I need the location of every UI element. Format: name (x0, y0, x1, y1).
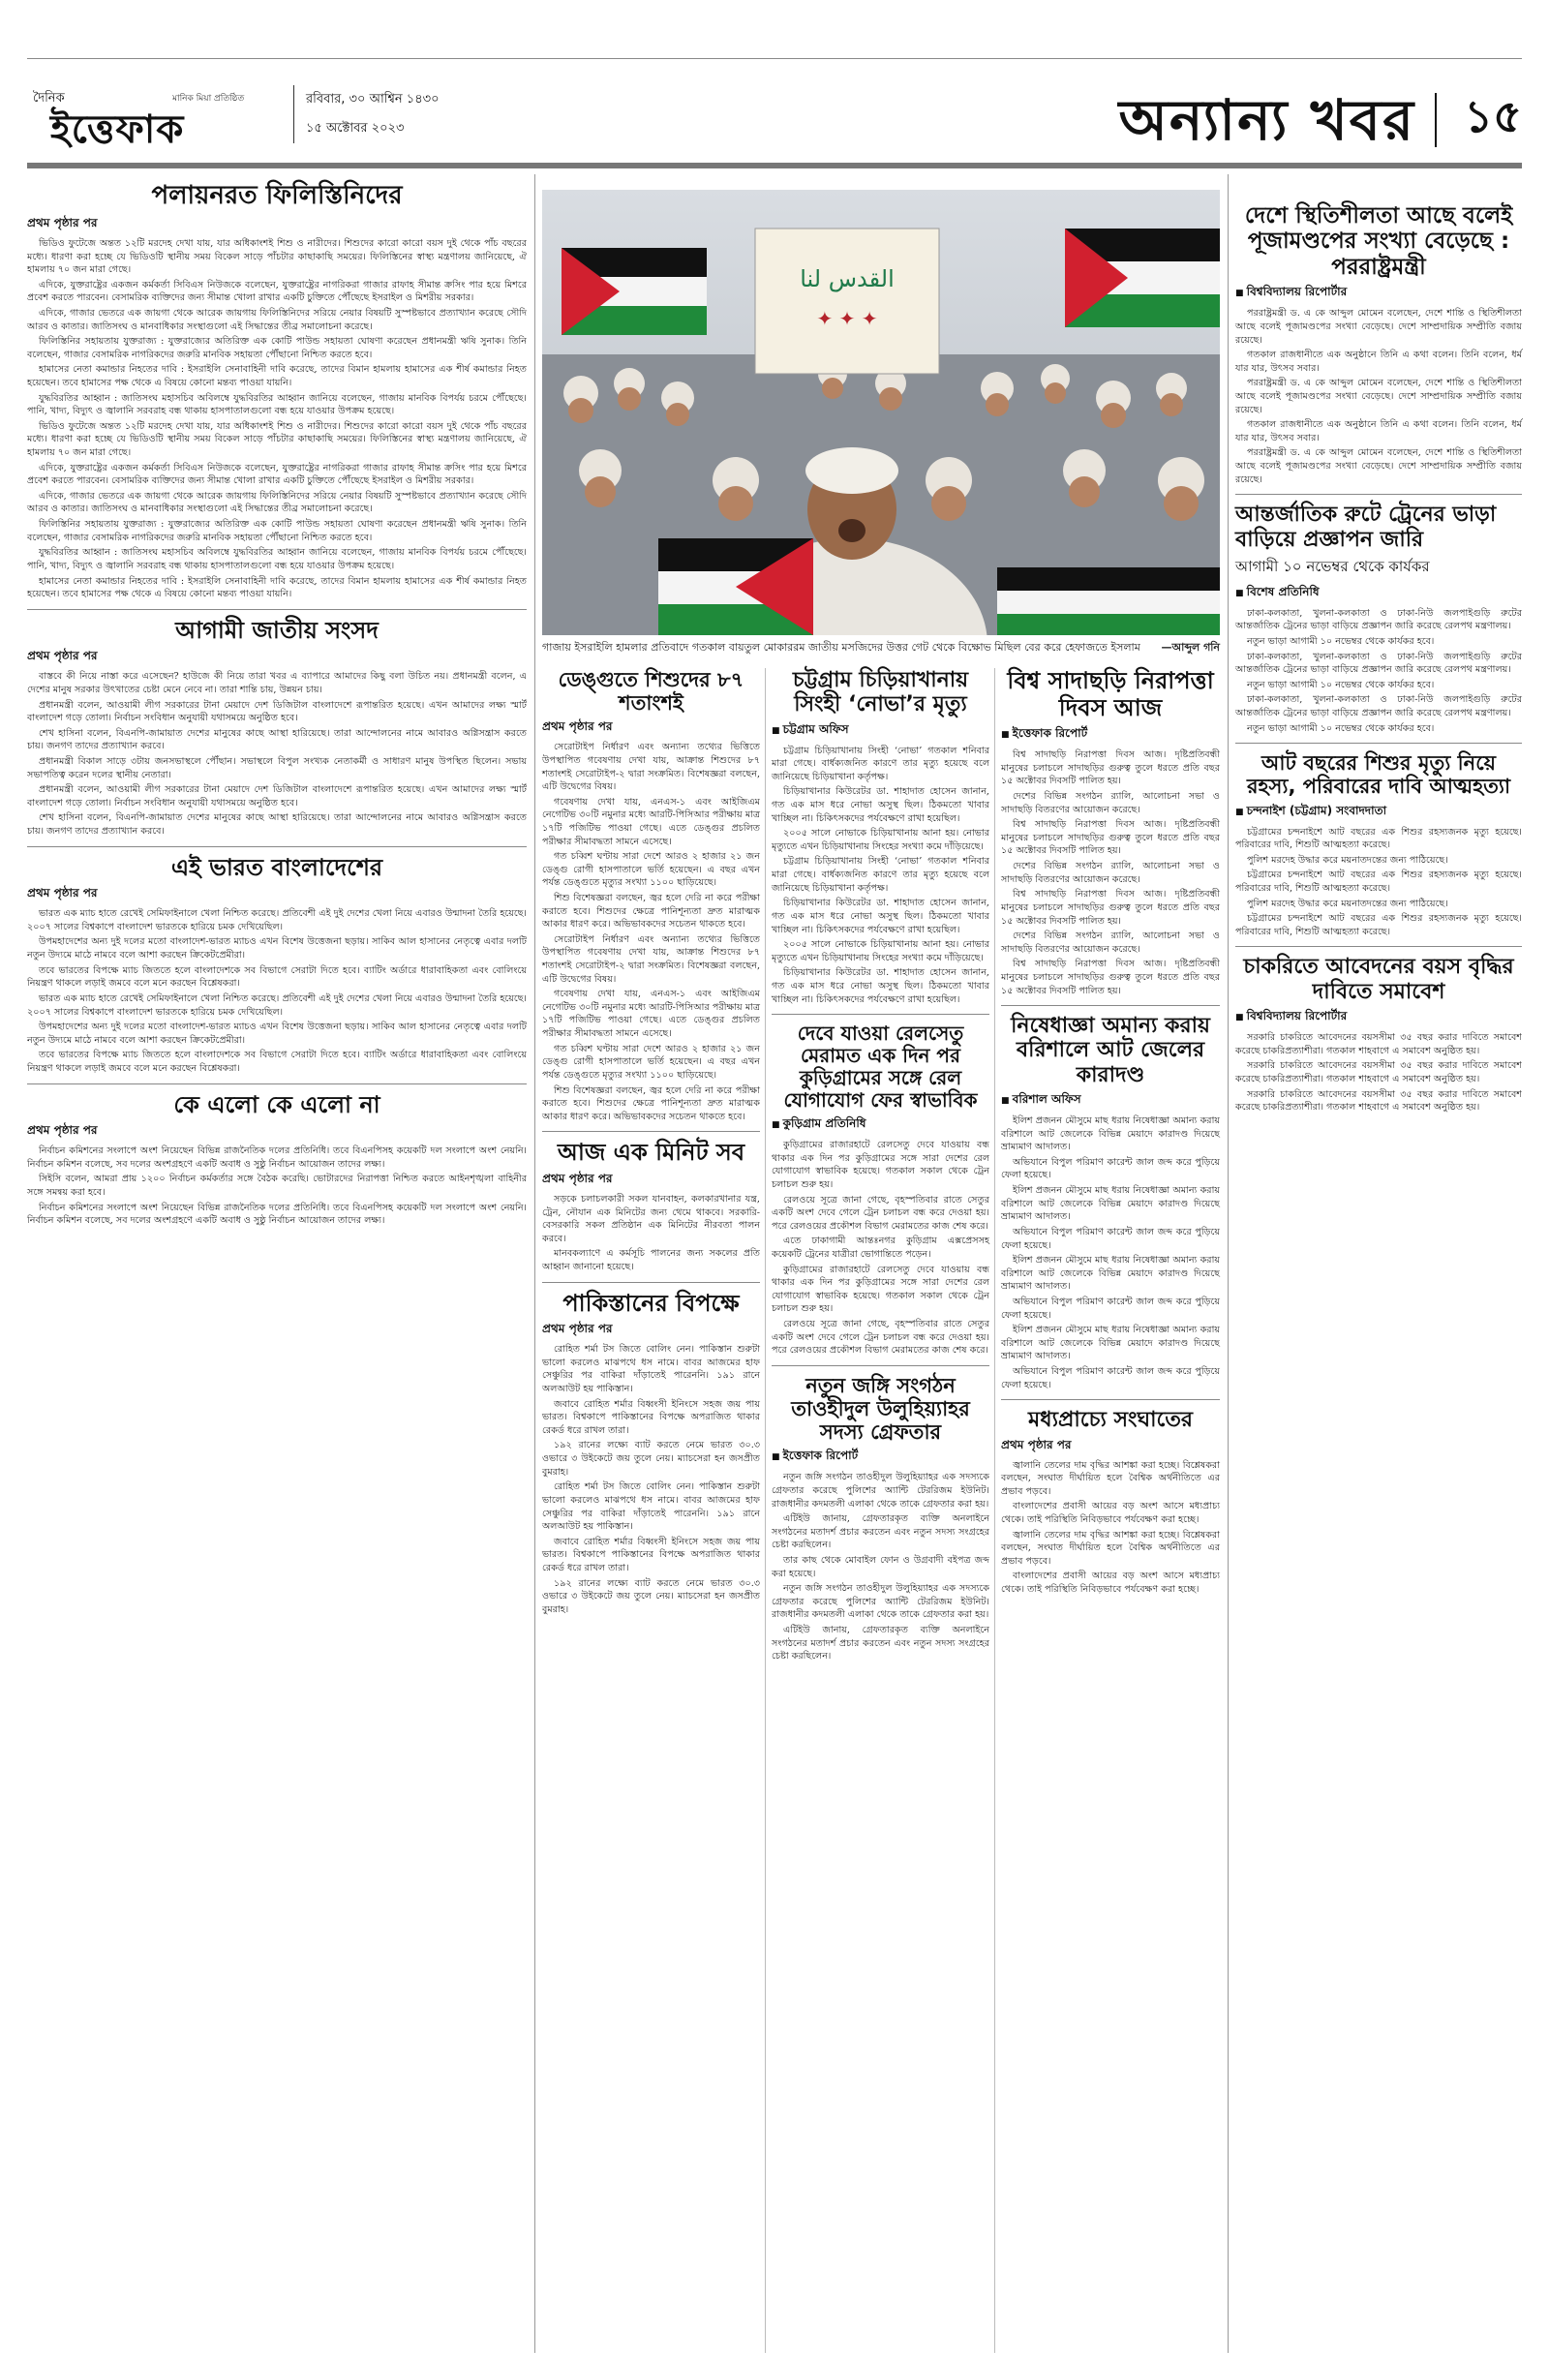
paragraph: চট্টগ্রামের চন্দনাইশে আট বছরের এক শিশুর রহস্যজনক মৃত্যু হয়েছে। পরিবারের দাবি, শিশুটি আত্মহত্যা করেছে। (1235, 913, 1522, 937)
paragraph: চিড়িয়াখানার কিউরেটর ডা. শাহাদাত হোসেন জানান, গত এক মাস ধরে নোভা অসুস্থ ছিল। ঠিকমতো খাবার খাচ্ছিল না। চিকিৎসকদের পর্যবেক্ষণে রাখা হয়েছিল। (772, 898, 989, 935)
paragraph: হামাসের নেতা কমান্ডার নিহতের দাবি : ইসরাইলি সেনাবাহিনী দাবি করেছে, তাদের বিমান হামলায় হামাসের এক শীর্ষ কমান্ডার নিহত হয়েছেন। তবে হামাসের পক্ষ থেকে এ বিষয়ে কোনো মন্তব্য পাওয়া যায়নি। (27, 575, 527, 600)
paragraph: বাংলাদেশের প্রবাসী আয়ের বড় অংশ আসে মধ্যপ্রাচ্য থেকে। তাই পরিস্থিতি নিবিড়ভাবে পর্যবেক্ষণ করা হচ্ছে। (1001, 1501, 1220, 1525)
article-body (27, 1144, 527, 1228)
paragraph: মানবকল্যাণে এ কর্মসূচি পালনের জন্য সকলের প্রতি আহ্বান জানানো হয়েছে। (542, 1248, 760, 1272)
divider (27, 1083, 527, 1084)
paragraph: হামাসের নেতা কমান্ডার নিহতের দাবি : ইসরাইলি সেনাবাহিনী দাবি করেছে, তাদের বিমান হামলায় হামাসের এক শীর্ষ কমান্ডার নিহত হয়েছেন। তবে হামাসের পক্ষ থেকে এ বিষয়ে কোনো মন্তব্য পাওয়া যায়নি। (27, 364, 527, 388)
flag-right (1065, 229, 1220, 327)
article-headline: আট বছরের শিশুর মৃত্যু নিয়ে রহস্য, পরিবারের দাবি আত্মহত্যা (1246, 751, 1511, 799)
paragraph: চট্টগ্রাম চিড়িয়াখানায় সিংহী ‘নোভা’ গতকাল শনিবার মারা গেছে। বার্ধক্যজনিত কারণে তার মৃত্যু হয়েছে বলে জানিয়েছে চিড়িয়াখানা কর্তৃপক্ষ। (772, 745, 989, 782)
paragraph: এদিকে, গাজার ভেতরে এক জায়গা থেকে আরেক জায়গায় ফিলিস্তিনিদের সরিয়ে নেয়ার বিষয়টি সুস্পষ্টভাবে প্রত্যাখ্যান করেছে সৌদি আরব ও কাতার। জাতিসংঘ ও মানবাধিকার সংস্থাগুলো এই সিদ্ধান্তের তীব্র সমালোচনা করেছে। (27, 490, 527, 515)
paragraph: ফিলিস্তিনির সহায়তায় যুক্তরাজ্য : যুক্তরাজ্যের অতিরিক্ত এক কোটি পাউন্ড সহায়তা ঘোষণা করেছেন প্রধানমন্ত্রী ঋষি সুনাক। তিনি বলেছেন, গাজার বেসামরিক নাগরিকদের জরুরি মানবিক সহায়তা পৌঁছানো নিশ্চিত করতে হবে। (27, 336, 527, 360)
protest-sign (755, 229, 939, 374)
article-child-death (1235, 751, 1522, 938)
paragraph: চট্টগ্রাম চিড়িয়াখানায় সিংহী ‘নোভা’ গতকাল শনিবার মারা গেছে। বার্ধক্যজনিত কারণে তার মৃত্যু হয়েছে বলে জানিয়েছে চিড়িয়াখানা কর্তৃপক্ষ। (772, 856, 989, 894)
paragraph: চিড়িয়াখানার কিউরেটর ডা. শাহাদাত হোসেন জানান, গত এক মাস ধরে নোভা অসুস্থ ছিল। ঠিকমতো খাবার খাচ্ছিল না। চিকিৎসকদের পর্যবেক্ষণে রাখা হয়েছিল। (772, 786, 989, 824)
photo-caption (542, 639, 1220, 657)
divider (772, 1365, 989, 1366)
paragraph: যুদ্ধবিরতির আহ্বান : জাতিসংঘ মহাসচিব অবিলম্বে যুদ্ধবিরতির আহ্বান জানিয়ে বলেছেন, গাজায় মানবিক বিপর্যয় চরমে পৌঁছেছে। পানি, খাদ্য, বিদ্যুৎ ও জ্বালানি সরবরাহ বন্ধ থাকায় হাসপাতালগুলো বন্ধ হয়ে যাওয়ার উপক্রম হয়েছে। (27, 547, 527, 571)
article-headline: মধ্যপ্রাচ্যে সংঘাতের (1028, 1408, 1193, 1433)
paragraph: ইলিশ প্রজনন মৌসুমে মাছ ধরায় নিষেধাজ্ঞা অমান্য করায় বরিশালে আট জেলেকে বিভিন্ন মেয়াদে কারাদণ্ড দিয়েছে ভ্রাম্যমাণ আদালত। (1001, 1255, 1220, 1293)
paragraph: ঢাকা-কলকাতা, খুলনা-কলকাতা ও ঢাকা-নিউ জলপাইগুড়ি রুটের আন্তর্জাতিক ট্রেনের ভাড়া বাড়িয়ে প্রজ্ঞাপন জারি করেছে রেলপথ মন্ত্রণালয়। (1235, 607, 1522, 632)
paragraph: ইলিশ প্রজনন মৌসুমে মাছ ধরায় নিষেধাজ্ঞা অমান্য করায় বরিশালে আট জেলেকে বিভিন্ন মেয়াদে কারাদণ্ড দিয়েছে ভ্রাম্যমাণ আদালত। (1001, 1185, 1220, 1223)
flag-front-right (997, 567, 1220, 635)
paragraph: চিড়িয়াখানার কিউরেটর ডা. শাহাদাত হোসেন জানান, গত এক মাস ধরে নোভা অসুস্থ ছিল। ঠিকমতো খাবার খাচ্ছিল না। চিকিৎসকদের পর্যবেক্ষণে রাখা হয়েছিল। (772, 967, 989, 1005)
paragraph: সিইসি বলেন, আমরা প্রায় ১২০০ নির্বাচন কর্মকর্তার সঙ্গে বৈঠক করেছি। ভোটারদের নিরাপত্তা নিশ্চিত করতে আইনশৃঙ্খলা বাহিনীর সঙ্গে সমন্বয় করা হবে। (27, 1174, 527, 1198)
article-headline: বিশ্ব সাদাছড়ি নিরাপত্তা দিবস আজ (1007, 667, 1214, 721)
article-body (772, 1139, 989, 1358)
page-number: ১৫ (1464, 90, 1522, 142)
continued-label: প্রথম পৃষ্ঠার পর (542, 1171, 613, 1185)
article-militant (772, 1374, 989, 1663)
byline: ■ ইত্তেফাক রিপোর্ট (1001, 725, 1220, 745)
paragraph: বিশ্ব সাদাছড়ি নিরাপত্তা দিবস আজ। দৃষ্টিপ্রতিবন্ধী মানুষের চলাচলে সাদাছড়ির গুরুত্ব তুলে ধরতে প্রতি বছর ১৫ অক্টোবর দিবসটি পালিত হয়। (1001, 959, 1220, 996)
byline: ■ বিশেষ প্রতিনিধি (1235, 584, 1522, 603)
byline: ■ কুড়িগ্রাম প্রতিনিধি (772, 1115, 989, 1135)
continued-label: প্রথম পৃষ্ঠার পর (27, 215, 98, 229)
paragraph: বিশ্ব সাদাছড়ি নিরাপত্তা দিবস আজ। দৃষ্টিপ্রতিবন্ধী মানুষের চলাচলে সাদাছড়ির গুরুত্ব তুলে ধরতে প্রতি বছর ১৫ অক্টোবর দিবসটি পালিত হয়। (1001, 819, 1220, 857)
paragraph: রোহিত শর্মা টস জিতে বোলিং নেন। পাকিস্তান শুরুটা ভালো করলেও মাঝপথে ধস নামে। বাবর আজমের হাফ সেঞ্চুরির পর বাকিরা দাঁড়াতেই পারেননি। ১৯১ রানে অলআউট হয় পাকিস্তান। (542, 1344, 760, 1395)
column-b3 (1001, 668, 1220, 1599)
protest-photo (542, 190, 1220, 635)
article-ke-elo (27, 1092, 527, 1228)
paragraph: উপমহাদেশের অন্য দুই দলের মতো বাংলাদেশ-ভারত ম্যাচও এখন বিশেষ উত্তেজনা ছড়ায়। সাকিব আল হাসানের নেতৃত্বে এবার দলটি নতুন উদ্যমে মাঠে নামবে বলে আশা করছেন ক্রিকেটপ্রেমীরা। (27, 1022, 527, 1046)
paragraph: ২০০৫ সালে নোভাকে চিড়িয়াখানায় আনা হয়। নোভার মৃত্যুতে এখন চিড়িয়াখানায় সিংহের সংখ্যা কমে দাঁড়িয়েছে। (772, 939, 989, 963)
article-pakistan (542, 1291, 760, 1617)
article-body (1235, 1031, 1522, 1114)
paragraph: সেরোটাইপ নির্ধারণ এবং অন্যান্য তথ্যের ভিত্তিতে উপস্থাপিত গবেষণায় দেখা যায়, আক্রান্ত শিশুদের ৮৭ শতাংশই সেরোটাইপ-২ দ্বারা সংক্রমিত। বিশেষজ্ঞরা বলছেন, এটি উদ্বেগের বিষয়। (542, 933, 760, 985)
paragraph: উপমহাদেশের অন্য দুই দলের মতো বাংলাদেশ-ভারত ম্যাচও এখন বিশেষ উত্তেজনা ছড়ায়। সাকিব আল হাসানের নেতৃত্বে এবার দলটি নতুন উদ্যমে মাঠে নামবে বলে আশা করছেন ক্রিকেটপ্রেমীরা। (27, 936, 527, 961)
article-headline: চট্টগ্রাম চিড়িয়াখানায় সিংহী ‘নোভা’র মৃত্যু (792, 668, 969, 717)
article-headline: পাকিস্তানের বিপক্ষে (562, 1289, 740, 1317)
divider (27, 609, 527, 610)
top-rule (27, 58, 1522, 59)
divider (542, 1131, 760, 1132)
paragraph: দেশের বিভিন্ন সংগঠন র‌্যালি, আলোচনা সভা ও সাদাছড়ি বিতরণের আয়োজন করেছে। (1001, 791, 1220, 815)
article-zoo (772, 668, 989, 1006)
article-headline: দেশে স্থিতিশীলতা আছে বলেই পূজামণ্ডপের সংখ্যা বেড়েছে : পররাষ্ট্রমন্ত্রী (1244, 203, 1513, 280)
continued-label: প্রথম পৃষ্ঠার পর (542, 1322, 613, 1336)
divider (1235, 494, 1522, 495)
article-palestine (27, 182, 527, 601)
continued-label: প্রথম পৃষ্ঠার পর (27, 649, 98, 663)
paragraph: গতকাল রাজধানীতে এক অনুষ্ঠানে তিনি এ কথা বলেন। তিনি বলেন, ধর্ম যার যার, উৎসব সবার। (1235, 350, 1522, 374)
article-body (772, 745, 989, 1007)
column-right (1235, 174, 1522, 1116)
byline: ■ বরিশাল অফিস (1001, 1091, 1220, 1111)
divider (1001, 1005, 1220, 1006)
continued-label: প্রথম পৃষ্ঠার পর (27, 1123, 98, 1138)
article-body (772, 1471, 989, 1663)
divider (1001, 1399, 1220, 1400)
article-mideast (1001, 1408, 1220, 1596)
column-rule (534, 174, 535, 2353)
svg-text:✦ ✦ ✦: ✦ ✦ ✦ (816, 307, 878, 330)
article-bangladesh (27, 855, 527, 1076)
divider (1235, 743, 1522, 744)
section-title: অন্যান্য খবর (1118, 87, 1415, 153)
paragraph: বিশ্ব সাদাছড়ি নিরাপত্তা দিবস আজ। দৃষ্টিপ্রতিবন্ধী মানুষের চলাচলে সাদাছড়ির গুরুত্ব তুলে ধরতে প্রতি বছর ১৫ অক্টোবর দিবসটি পালিত হয়। (1001, 889, 1220, 927)
protest-photo-image (542, 190, 1220, 635)
paragraph: জবাবে রোহিত শর্মার বিধ্বংসী ইনিংসে সহজ জয় পায় ভারত। বিশ্বকাপে পাকিস্তানের বিপক্ষে অপরাজিত থাকার রেকর্ড ধরে রাখল তারা। (542, 1536, 760, 1573)
continued-label: প্রথম পৃষ্ঠার পর (1001, 1437, 1072, 1451)
paragraph: তার কাছ থেকে মোবাইল ফোন ও উগ্রবাদী বইপত্র জব্দ করা হয়েছে। (772, 1555, 989, 1579)
paragraph: সরকারি চাকরিতে আবেদনের বয়সসীমা ৩৫ বছর করার দাবিতে সমাবেশ করেছে চাকরিপ্রত্যাশীরা। গতকাল শাহবাগে এ সমাবেশ অনুষ্ঠিত হয়। (1235, 1032, 1522, 1056)
article-white-cane (1001, 668, 1220, 997)
paragraph: দেশের বিভিন্ন সংগঠন র‌্যালি, আলোচনা সভা ও সাদাছড়ি বিতরণের আয়োজন করেছে। (1001, 931, 1220, 955)
article-subhead: আগামী ১০ নভেম্বর থেকে কার্যকর (1235, 557, 1430, 575)
paragraph: নির্বাচন কমিশনের সংলাপে অংশ নিয়েছেন বিভিন্ন রাজনৈতিক দলের প্রতিনিধি। তবে বিএনপিসহ কয়েকটি দল সংলাপে অংশ নেয়নি। নির্বাচন কমিশন বলেছে, সব দলের অংশগ্রহণে একটি অবাধ ও সুষ্ঠু নির্বাচন আয়োজন তাদের লক্ষ্য। (27, 1145, 527, 1170)
article-headline: আজ এক মিনিট সব (557, 1139, 745, 1167)
paragraph: শিশু বিশেষজ্ঞরা বলছেন, জ্বর হলে দেরি না করে পরীক্ষা করাতে হবে। শিশুদের ক্ষেত্রে পানিশূন্যতা দ্রুত মারাত্মক আকার ধারণ করে। অভিভাবকদের সচেতন থাকতে হবে। (542, 1084, 760, 1122)
paragraph: ঢাকা-কলকাতা, খুলনা-কলকাতা ও ঢাকা-নিউ জলপাইগুড়ি রুটের আন্তর্জাতিক ট্রেনের ভাড়া বাড়িয়ে প্রজ্ঞাপন জারি করেছে রেলপথ মন্ত্রণালয়। (1235, 694, 1522, 719)
paragraph: দেশের বিভিন্ন সংগঠন র‌্যালি, আলোচনা সভা ও সাদাছড়ি বিতরণের আয়োজন করেছে। (1001, 861, 1220, 885)
column-rule (765, 668, 766, 2353)
article-body (1235, 826, 1522, 939)
paragraph: নতুন ভাড়া আগামী ১০ নভেম্বর থেকে কার্যকর হবে। (1247, 722, 1435, 734)
divider (1235, 946, 1522, 947)
paragraph: নতুন জঙ্গি সংগঠন তাওহীদুল উলুহিয়্যাহর এক সদস্যকে গ্রেফতার করেছে পুলিশের অ্যান্টি টেররিজম ইউনিট। রাজধানীর কদমতলী এলাকা থেকে তাকে গ্রেফতার করা হয়। (772, 1583, 989, 1621)
paragraph: বাস্তবে কী নিয়ে নাস্তা করে এসেছেন? হাউজে কী নিয়ে তারা খবর এ ব্যাপারে আমাদের কিছু বলা উচিত নয়। প্রধানমন্ত্রী বলেন, এ দেশের মানুষ সরকার উৎখাতের চেষ্টা মেনে নেবে না। তারা শান্তি চায়, উন্নয়ন চায়। (27, 671, 527, 695)
paragraph: সরকারি চাকরিতে আবেদনের বয়সসীমা ৩৫ বছর করার দাবিতে সমাবেশ করেছে চাকরিপ্রত্যাশীরা। গতকাল শাহবাগে এ সমাবেশ অনুষ্ঠিত হয়। (1235, 1060, 1522, 1084)
article-body (1235, 607, 1522, 735)
paragraph: এটিইউ জানায়, গ্রেফতারকৃত ব্যক্তি অনলাইনে সংগঠনের মতাদর্শ প্রচার করতেন এবং নতুন সদস্য সংগ্রহের চেষ্টা করছিলেন। (772, 1625, 989, 1663)
logo-small-text: দৈনিক (33, 91, 65, 106)
paragraph: এদিকে, যুক্তরাষ্ট্রের একজন কর্মকর্তা সিবিএস নিউজকে বলেছেন, যুক্তরাষ্ট্রের নাগরিকরা গাজার রাফাহ সীমান্ত ক্রসিং পার হয়ে মিশরে প্রবেশ করতে পারবেন। বেসামরিক ব্যক্তিদের জন্য সীমান্ত খোলা রাখার একটি চুক্তিতে পৌঁছেছে ইসরাইল ও মিশরীয় সরকার। (27, 279, 527, 304)
article-job-age (1235, 955, 1522, 1114)
byline: ■ চন্দনাইশ (চট্টগ্রাম) সংবাদদাতা (1235, 803, 1522, 822)
paragraph: বাংলাদেশের প্রবাসী আয়ের বড় অংশ আসে মধ্যপ্রাচ্য থেকে। তাই পরিস্থিতি নিবিড়ভাবে পর্যবেক্ষণ করা হচ্ছে। (1001, 1571, 1220, 1596)
article-body (1001, 1459, 1220, 1597)
article-headline: ডেঙ্গুতে শিশুদের ৮৭ শতাংশই (558, 668, 744, 716)
article-body (27, 237, 527, 601)
article-today (542, 1140, 760, 1273)
paragraph: ১৯২ রানের লক্ষ্যে ব্যাট করতে নেমে ভারত ৩০.৩ ওভারে ৩ উইকেটে জয় তুলে নেয়। ম্যাচসেরা হন জসপ্রীত বুমরাহ। (542, 1577, 760, 1615)
article-headline: নতুন জঙ্গি সংগঠন তাওহীদুল উলুহিয়্যাহর সদস্য গ্রেফতার (791, 1373, 970, 1445)
paragraph: গত চব্বিশ ঘণ্টায় সারা দেশে আরও ২ হাজার ২১ জন ডেঙ্গু রোগী হাসপাতালে ভর্তি হয়েছেন। এ বছর এখন পর্যন্ত ডেঙ্গুতে মৃত্যুর সংখ্যা ১১০০ ছাড়িয়েছে। (542, 851, 760, 889)
paragraph: তবে ভারতের বিপক্ষে ম্যাচ জিততে হলে বাংলাদেশকে সব বিভাগে সেরাটা দিতে হবে। ব্যাটিং অর্ডারে ধারাবাহিকতা এবং বোলিংয়ে নিয়ন্ত্রণ থাকলে লড়াই জমবে বলে মনে করছেন বিশ্লেষকরা। (27, 1050, 527, 1074)
paragraph: নতুন ভাড়া আগামী ১০ নভেম্বর থেকে কার্যকর হবে। (1247, 636, 1435, 648)
article-body (1001, 748, 1220, 997)
paragraph: ভারত এক ম্যাচ হাতে রেখেই সেমিফাইনালে খেলা নিশ্চিত করেছে। প্রতিবেশী এই দুই দেশের খেলা নিয়ে এবারও উন্মাদনা তৈরি হয়েছে। ২০০৭ সালের বিশ্বকাপে বাংলাদেশ ভারতকে হারিয়ে চমক দেখিয়েছিল। (27, 992, 527, 1018)
paragraph: রোহিত শর্মা টস জিতে বোলিং নেন। পাকিস্তান শুরুটা ভালো করলেও মাঝপথে ধস নামে। বাবর আজমের হাফ সেঞ্চুরির পর বাকিরা দাঁড়াতেই পারেননি। ১৯১ রানে অলআউট হয় পাকিস্তান। (542, 1481, 760, 1533)
paragraph: জবাবে রোহিত শর্মার বিধ্বংসী ইনিংসে সহজ জয় পায় ভারত। বিশ্বকাপে পাকিস্তানের বিপক্ষে অপরাজিত থাকার রেকর্ড ধরে রাখল তারা। (542, 1398, 760, 1436)
issue-date-bangla: রবিবার, ৩০ আশ্বিন ১৪৩০ (306, 92, 440, 107)
paragraph: ভিডিও ফুটেজে অন্তত ১২টি মরদেহ দেখা যায়, যার অধিকাংশই শিশু ও নারীদের। শিশুদের কারো কারো বয়স দুই থেকে পাঁচ বছরের মধ্যে। ধারণা করা হচ্ছে যে ভিডিওটি স্থানীয় সময় বিকেল সাড়ে পাঁচটার কাছাকাছি সময়ের। ফিলিস্তিনের স্বাস্থ্য মন্ত্রণালয় জানিয়েছে, ঐ হামলায় ৭০ জন মারা গেছে। (27, 237, 527, 276)
divider (772, 1014, 989, 1015)
masthead-divider (1435, 93, 1437, 147)
paragraph: চট্টগ্রামের চন্দনাইশে আট বছরের এক শিশুর রহস্যজনক মৃত্যু হয়েছে। পরিবারের দাবি, শিশুটি আত্মহত্যা করেছে। (1235, 826, 1522, 851)
article-headline: নিষেধাজ্ঞা অমান্য করায় বরিশালে আট জেলের কারাদণ্ড (1011, 1014, 1210, 1087)
paragraph: গতকাল রাজধানীতে এক অনুষ্ঠানে তিনি এ কথা বলেন। তিনি বলেন, ধর্ম যার যার, উৎসব সবার। (1235, 419, 1522, 443)
article-headline: চাকরিতে আবেদনের বয়স বৃদ্ধির দাবিতে সমাবেশ (1243, 955, 1514, 1004)
article-body (542, 741, 760, 1123)
paragraph: শেখ হাসিনা বলেন, বিএনপি-জামায়াত দেশের মানুষের কাছে আস্থা হারিয়েছে। তারা আন্দোলনের নামে আবারও অগ্নিসন্ত্রাস করতে চায়। জনগণ তাদের প্রত্যাখ্যান করবে। (27, 727, 527, 752)
column-left (27, 174, 527, 1230)
paragraph: ইলিশ প্রজনন মৌসুমে মাছ ধরায় নিষেধাজ্ঞা অমান্য করায় বরিশালে আট জেলেকে বিভিন্ন মেয়াদে কারাদণ্ড দিয়েছে ভ্রাম্যমাণ আদালত। (1001, 1325, 1220, 1362)
paragraph: ১৯২ রানের লক্ষ্যে ব্যাট করতে নেমে ভারত ৩০.৩ ওভারে ৩ উইকেটে জয় তুলে নেয়। ম্যাচসেরা হন জসপ্রীত বুমরাহ। (542, 1440, 760, 1478)
article-headline: এই ভারত বাংলাদেশের (170, 853, 383, 881)
paragraph: নতুন ভাড়া আগামী ১০ নভেম্বর থেকে কার্যকর হবে। (1247, 679, 1435, 690)
byline: ■ চট্টগ্রাম অফিস (772, 721, 989, 741)
paragraph: পুলিশ মরদেহ উদ্ধার করে ময়নাতদন্তের জন্য পাঠিয়েছে। (1247, 854, 1448, 866)
paragraph: এতে ঢাকাগামী আন্তঃনগর কুড়িগ্রাম এক্সপ্রেসসহ কয়েকটি ট্রেনের যাত্রীরা ভোগান্তিতে পড়েন। (772, 1236, 989, 1261)
article-body (542, 1343, 760, 1616)
issue-date (293, 85, 440, 143)
article-body (27, 907, 527, 1075)
issue-date-english: ১৫ অক্টোবর ২০২৩ (306, 121, 405, 136)
paragraph: কুড়িগ্রামের রাজারহাটে রেলসেতু দেবে যাওয়ায় বন্ধ থাকার এক দিন পর কুড়িগ্রামের সঙ্গে সারা দেশের রেল যোগাযোগ স্বাভাবিক হয়েছে। গতকাল সকাল থেকে ট্রেন চলাচল শুরু হয়। (772, 1264, 989, 1315)
svg-text:القدس لنا: القدس لنا (800, 265, 895, 292)
paragraph: শেখ হাসিনা বলেন, বিএনপি-জামায়াত দেশের মানুষের কাছে আস্থা হারিয়েছে। তারা আন্দোলনের নামে আবারও অগ্নিসন্ত্রাস করতে চায়। জনগণ তাদের প্রত্যাখ্যান করবে। (27, 812, 527, 838)
divider (27, 846, 527, 847)
paragraph: পররাষ্ট্রমন্ত্রী ড. এ কে আব্দুল মোমেন বলেছেন, দেশে শান্তি ও স্থিতিশীলতা আছে বলেই পূজামণ্ডপের সংখ্যা বেড়েছে। দেশে সাম্প্রদায়িক সম্প্রীতি বজায় রয়েছে। (1235, 447, 1522, 485)
article-puja (1235, 203, 1522, 486)
article-headline: আন্তর্জাতিক রুটে ট্রেনের ভাড়া বাড়িয়ে প্রজ্ঞাপন জারি (1235, 503, 1497, 552)
paragraph: গবেষণায় দেখা যায়, এনএস-১ এবং আইজিএম নেগেটিভ ৩০টি নমুনার মধ্যে আরটি-পিসিআর পরীক্ষায় মাত্র ১৭টি পজিটিভ পাওয়া গেছে। এতে ডেঙ্গুর প্রচলিত পরীক্ষার সীমাবদ্ধতা সামনে এসেছে। (542, 989, 760, 1040)
paragraph: প্রধানমন্ত্রী বলেন, আওয়ামী লীগ সরকারের টানা মেয়াদে দেশ ডিজিটাল বাংলাদেশে রূপান্তরিত হয়েছে। এখন আমাদের লক্ষ্য স্মার্ট বাংলাদেশ গড়ে তোলা। নির্বাচন সংবিধান অনুযায়ী যথাসময়ে অনুষ্ঠিত হবে। (27, 699, 527, 724)
paragraph: অভিযানে বিপুল পরিমাণ কারেন্ট জাল জব্দ করে পুড়িয়ে ফেলা হয়েছে। (1001, 1296, 1220, 1321)
column-rule (1228, 174, 1229, 2353)
byline: ■ বিশ্ববিদ্যালয় রিপোর্টার (1235, 1008, 1522, 1027)
paragraph: বিশ্ব সাদাছড়ি নিরাপত্তা দিবস আজ। দৃষ্টিপ্রতিবন্ধী মানুষের চলাচলে সাদাছড়ির গুরুত্ব তুলে ধরতে প্রতি বছর ১৫ অক্টোবর দিবসটি পালিত হয়। (1001, 749, 1220, 787)
paragraph: অভিযানে বিপুল পরিমাণ কারেন্ট জাল জব্দ করে পুড়িয়ে ফেলা হয়েছে। (1001, 1156, 1220, 1181)
paragraph: রেলওয়ে সূত্রে জানা গেছে, বৃহস্পতিবার রাতে সেতুর একটি অংশ দেবে গেলে ট্রেন চলাচল বন্ধ করে দেওয়া হয়। পরে রেলওয়ের প্রকৌশল বিভাগ মেরামতের কাজ শেষ করে। (772, 1319, 989, 1357)
article-train-fare (1235, 503, 1522, 735)
flag-left (562, 248, 707, 335)
article-fishermen (1001, 1014, 1220, 1391)
paragraph: ঢাকা-কলকাতা, খুলনা-কলকাতা ও ঢাকা-নিউ জলপাইগুড়ি রুটের আন্তর্জাতিক ট্রেনের ভাড়া বাড়িয়ে প্রজ্ঞাপন জারি করেছে রেলপথ মন্ত্রণালয়। (1235, 651, 1522, 676)
paragraph: প্রধানমন্ত্রী বলেন, আওয়ামী লীগ সরকারের টানা মেয়াদে দেশ ডিজিটাল বাংলাদেশে রূপান্তরিত হয়েছে। এখন আমাদের লক্ষ্য স্মার্ট বাংলাদেশ গড়ে তোলা। নির্বাচন সংবিধান অনুযায়ী যথাসময়ে অনুষ্ঠিত হবে। (27, 784, 527, 809)
paragraph: গত চব্বিশ ঘণ্টায় সারা দেশে আরও ২ হাজার ২১ জন ডেঙ্গু রোগী হাসপাতালে ভর্তি হয়েছেন। এ বছর এখন পর্যন্ত ডেঙ্গুতে মৃত্যুর সংখ্যা ১১০০ ছাড়িয়েছে। (542, 1043, 760, 1081)
paragraph: যুদ্ধবিরতির আহ্বান : জাতিসংঘ মহাসচিব অবিলম্বে যুদ্ধবিরতির আহ্বান জানিয়ে বলেছেন, গাজায় মানবিক বিপর্যয় চরমে পৌঁছেছে। পানি, খাদ্য, বিদ্যুৎ ও জ্বালানি সরবরাহ বন্ধ থাকায় হাসপাতালগুলো বন্ধ হয়ে যাওয়ার উপক্রম হয়েছে। (27, 392, 527, 417)
column-b1 (542, 668, 760, 1618)
article-body (27, 670, 527, 838)
paragraph: কুড়িগ্রামের রাজারহাটে রেলসেতু দেবে যাওয়ায় বন্ধ থাকার এক দিন পর কুড়িগ্রামের সঙ্গে সারা দেশের রেল যোগাযোগ স্বাভাবিক হয়েছে। গতকাল সকাল থেকে ট্রেন চলাচল শুরু হয়। (772, 1140, 989, 1190)
article-headline: আগামী জাতীয় সংসদ (175, 616, 379, 644)
paragraph: পররাষ্ট্রমন্ত্রী ড. এ কে আব্দুল মোমেন বলেছেন, দেশে শান্তি ও স্থিতিশীলতা আছে বলেই পূজামণ্ডপের সংখ্যা বেড়েছে। দেশে সাম্প্রদায়িক সম্প্রীতি বজায় রয়েছে। (1235, 378, 1522, 415)
masthead (27, 77, 1522, 174)
paragraph: সড়কে চলাচলকারী সকল যানবাহন, কলকারখানার যন্ত্র, ট্রেন, নৌযান এক মিনিটের জন্য থেমে থাকবে। সরকারি-বেসরকারি সকল প্রতিষ্ঠান এক মিনিটের নীরবতা পালন করবে। (542, 1193, 760, 1244)
divider (542, 1282, 760, 1283)
paragraph: ২০০৫ সালে নোভাকে চিড়িয়াখানায় আনা হয়। নোভার মৃত্যুতে এখন চিড়িয়াখানায় সিংহের সংখ্যা কমে দাঁড়িয়েছে। (772, 828, 989, 852)
article-headline: দেবে যাওয়া রেলসেতু মেরামত এক দিন পর কুড়িগ্রামের সঙ্গে রেল যোগাযোগ ফের স্বাভাবিক (783, 1022, 978, 1113)
paragraph: গবেষণায় দেখা যায়, এনএস-১ এবং আইজিএম নেগেটিভ ৩০টি নমুনার মধ্যে আরটি-পিসিআর পরীক্ষায় মাত্র ১৭টি পজিটিভ পাওয়া গেছে। এতে ডেঙ্গুর প্রচলিত পরীক্ষার সীমাবদ্ধতা সামনে এসেছে। (542, 796, 760, 847)
article-dengue (542, 668, 760, 1123)
article-body (1001, 1114, 1220, 1391)
article-headline: পলায়নরত ফিলিস্তিনিদের (151, 181, 403, 210)
masthead-rule (27, 163, 1522, 168)
article-parliament (27, 618, 527, 839)
logo-name: ইত্তেফাক (50, 107, 185, 152)
paragraph: পুলিশ মরদেহ উদ্ধার করে ময়নাতদন্তের জন্য পাঠিয়েছে। (1247, 898, 1448, 909)
continued-label: প্রথম পৃষ্ঠার পর (27, 886, 98, 900)
paragraph: রেলওয়ে সূত্রে জানা গেছে, বৃহস্পতিবার রাতে সেতুর একটি অংশ দেবে গেলে ট্রেন চলাচল বন্ধ করে দেওয়া হয়। পরে রেলওয়ের প্রকৌশল বিভাগ মেরামতের কাজ শেষ করে। (772, 1194, 989, 1232)
paragraph: জ্বালানি তেলের দাম বৃদ্ধির আশঙ্কা করা হচ্ছে। বিশ্লেষকরা বলছেন, সংঘাত দীর্ঘায়িত হলে বৈশ্বিক অর্থনীতিতে এর প্রভাব পড়বে। (1001, 1459, 1220, 1497)
photo-caption-text: গাজায় ইসরাইলি হামলার প্রতিবাদে গতকাল বায়তুল মোকাররম জাতীয় মসজিদের উত্তর গেট থেকে বিক্ষোভ মিছিল বের করে হেফাজতে ইসলাম (542, 641, 1140, 654)
paragraph: পররাষ্ট্রমন্ত্রী ড. এ কে আব্দুল মোমেন বলেছেন, দেশে শান্তি ও স্থিতিশীলতা আছে বলেই পূজামণ্ডপের সংখ্যা বেড়েছে। দেশে সাম্প্রদায়িক সম্প্রীতি বজায় রয়েছে। (1235, 308, 1522, 346)
paragraph: নির্বাচন কমিশনের সংলাপে অংশ নিয়েছেন বিভিন্ন রাজনৈতিক দলের প্রতিনিধি। তবে বিএনপিসহ কয়েকটি দল সংলাপে অংশ নেয়নি। নির্বাচন কমিশন বলেছে, সব দলের অংশগ্রহণে একটি অবাধ ও সুষ্ঠু নির্বাচন আয়োজন তাদের লক্ষ্য। (27, 1202, 527, 1227)
byline: ■ ইত্তেফাক রিপোর্ট (772, 1448, 989, 1467)
paragraph: চট্টগ্রামের চন্দনাইশে আট বছরের এক শিশুর রহস্যজনক মৃত্যু হয়েছে। পরিবারের দাবি, শিশুটি আত্মহত্যা করেছে। (1235, 870, 1522, 895)
column-rule (994, 668, 995, 2353)
logo-tagline: মানিক মিয়া প্রতিষ্ঠিত (172, 94, 245, 104)
paragraph: সেরোটাইপ নির্ধারণ এবং অন্যান্য তথ্যের ভিত্তিতে উপস্থাপিত গবেষণায় দেখা যায়, আক্রান্ত শিশুদের ৮৭ শতাংশই সেরোটাইপ-২ দ্বারা সংক্রমিত। বিশেষজ্ঞরা বলছেন, এটি উদ্বেগের বিষয়। (542, 742, 760, 793)
column-b2 (772, 668, 989, 1665)
paragraph: ফিলিস্তিনির সহায়তায় যুক্তরাজ্য : যুক্তরাজ্যের অতিরিক্ত এক কোটি পাউন্ড সহায়তা ঘোষণা করেছেন প্রধানমন্ত্রী ঋষি সুনাক। তিনি বলেছেন, গাজার বেসামরিক নাগরিকদের জরুরি মানবিক সহায়তা পৌঁছানো নিশ্চিত করতে হবে। (27, 519, 527, 543)
paragraph: সরকারি চাকরিতে আবেদনের বয়সসীমা ৩৫ বছর করার দাবিতে সমাবেশ করেছে চাকরিপ্রত্যাশীরা। গতকাল শাহবাগে এ সমাবেশ অনুষ্ঠিত হয়। (1235, 1088, 1522, 1114)
article-body (542, 1193, 760, 1274)
continued-label: প্রথম পৃষ্ঠার পর (542, 719, 613, 734)
paragraph: এটিইউ জানায়, গ্রেফতারকৃত ব্যক্তি অনলাইনে সংগঠনের মতাদর্শ প্রচার করতেন এবং নতুন সদস্য সংগ্রহের চেষ্টা করছিলেন। (772, 1513, 989, 1551)
paragraph: অভিযানে বিপুল পরিমাণ কারেন্ট জাল জব্দ করে পুড়িয়ে ফেলা হয়েছে। (1001, 1226, 1220, 1251)
paragraph: অভিযানে বিপুল পরিমাণ কারেন্ট জাল জব্দ করে পুড়িয়ে ফেলা হয়েছে। (1001, 1366, 1220, 1390)
article-rail (772, 1022, 989, 1358)
paragraph: এদিকে, যুক্তরাষ্ট্রের একজন কর্মকর্তা সিবিএস নিউজকে বলেছেন, যুক্তরাষ্ট্রের নাগরিকরা গাজার রাফাহ সীমান্ত ক্রসিং পার হয়ে মিশরে প্রবেশ করতে পারবেন। বেসামরিক ব্যক্তিদের জন্য সীমান্ত খোলা রাখার একটি চুক্তিতে পৌঁছেছে ইসরাইল ও মিশরীয় সরকার। (27, 462, 527, 487)
paragraph: প্রধানমন্ত্রী বিকাল সাড়ে ৩টায় জনসভাস্থলে পৌঁছান। সভাস্থলে বিপুল সংখ্যক নেতাকর্মী ও সাধারণ মানুষ উপস্থিত ছিলেন। সভায় সভাপতিত্ব করেন দলের স্থানীয় নেতারা। (27, 755, 527, 780)
paragraph: তবে ভারতের বিপক্ষে ম্যাচ জিততে হলে বাংলাদেশকে সব বিভাগে সেরাটা দিতে হবে। ব্যাটিং অর্ডারে ধারাবাহিকতা এবং বোলিংয়ে নিয়ন্ত্রণ থাকলে লড়াই জমবে বলে মনে করছেন বিশ্লেষকরা। (27, 964, 527, 990)
article-headline: কে এলো কে এলো না (173, 1090, 380, 1118)
paragraph: নতুন জঙ্গি সংগঠন তাওহীদুল উলুহিয়্যাহর এক সদস্যকে গ্রেফতার করেছে পুলিশের অ্যান্টি টেররিজম ইউনিট। রাজধানীর কদমতলী এলাকা থেকে তাকে গ্রেফতার করা হয়। (772, 1472, 989, 1510)
flag-front (658, 538, 813, 635)
article-body (1235, 307, 1522, 486)
paragraph: ভারত এক ম্যাচ হাতে রেখেই সেমিফাইনালে খেলা নিশ্চিত করেছে। প্রতিবেশী এই দুই দেশের খেলা নিয়ে এবারও উন্মাদনা তৈরি হয়েছে। ২০০৭ সালের বিশ্বকাপে বাংলাদেশ ভারতকে হারিয়ে চমক দেখিয়েছিল। (27, 908, 527, 932)
paragraph: এদিকে, গাজার ভেতরে এক জায়গা থেকে আরেক জায়গায় ফিলিস্তিনিদের সরিয়ে নেয়ার বিষয়টি সুস্পষ্টভাবে প্রত্যাখ্যান করেছে সৌদি আরব ও কাতার। জাতিসংঘ ও মানবাধিকার সংস্থাগুলো এই সিদ্ধান্তের তীব্র সমালোচনা করেছে। (27, 307, 527, 332)
photo-credit: —আব্দুল গনি (1161, 641, 1220, 654)
paragraph: ইলিশ প্রজনন মৌসুমে মাছ ধরায় নিষেধাজ্ঞা অমান্য করায় বরিশালে আট জেলেকে বিভিন্ন মেয়াদে কারাদণ্ড দিয়েছে ভ্রাম্যমাণ আদালত। (1001, 1115, 1220, 1153)
paragraph: জ্বালানি তেলের দাম বৃদ্ধির আশঙ্কা করা হচ্ছে। বিশ্লেষকরা বলছেন, সংঘাত দীর্ঘায়িত হলে বৈশ্বিক অর্থনীতিতে এর প্রভাব পড়বে। (1001, 1529, 1220, 1567)
byline: ■ বিশ্ববিদ্যালয় রিপোর্টার (1235, 284, 1522, 303)
paragraph: ভিডিও ফুটেজে অন্তত ১২টি মরদেহ দেখা যায়, যার অধিকাংশই শিশু ও নারীদের। শিশুদের কারো কারো বয়স দুই থেকে পাঁচ বছরের মধ্যে। ধারণা করা হচ্ছে যে ভিডিওটি স্থানীয় সময় বিকেল সাড়ে পাঁচটার কাছাকাছি সময়ের। ফিলিস্তিনের স্বাস্থ্য মন্ত্রণালয় জানিয়েছে, ঐ হামলায় ৭০ জন মারা গেছে। (27, 420, 527, 459)
newspaper-logo (27, 89, 289, 152)
paragraph: শিশু বিশেষজ্ঞরা বলছেন, জ্বর হলে দেরি না করে পরীক্ষা করাতে হবে। শিশুদের ক্ষেত্রে পানিশূন্যতা দ্রুত মারাত্মক আকার ধারণ করে। অভিভাবকদের সচেতন থাকতে হবে। (542, 892, 760, 931)
